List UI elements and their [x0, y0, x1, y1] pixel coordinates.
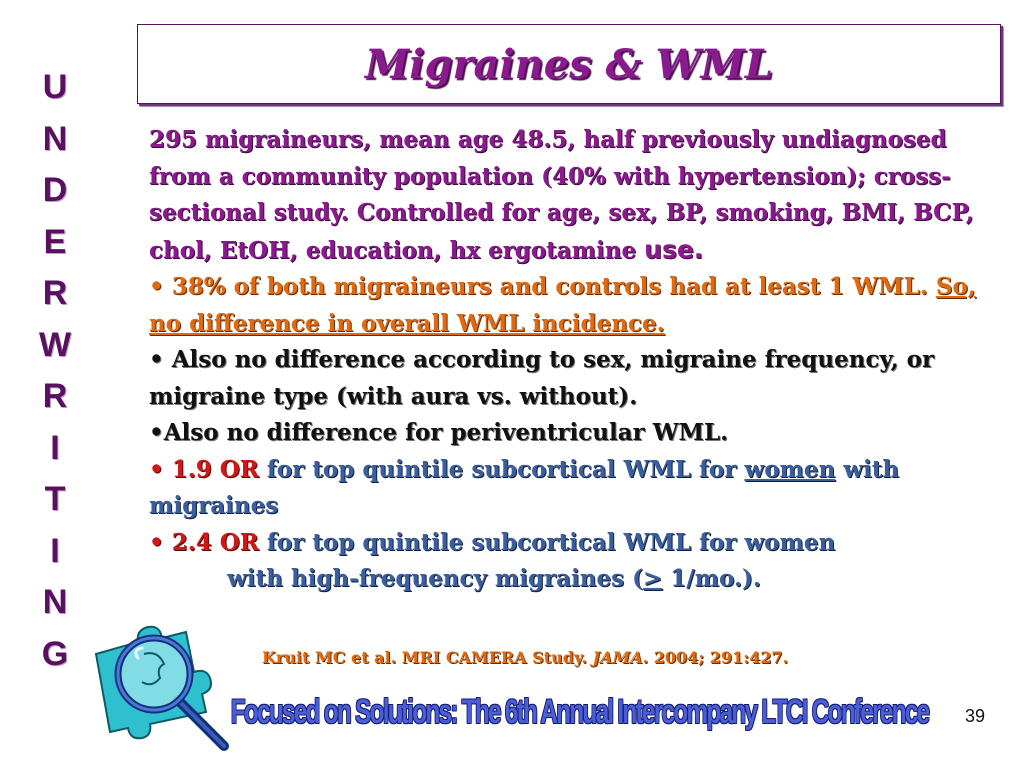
side-letter: E: [43, 222, 67, 261]
bullet-periventricular: [149, 415, 999, 452]
citation: [262, 648, 982, 667]
side-letter: G: [41, 634, 69, 673]
bullet-high-frequency-line2: [149, 561, 999, 598]
bullet-text: • Also no difference according to sex, migraine frequency, or migraine type (with aura vs. without).: [149, 346, 935, 410]
greater-equal-symbol: >: [643, 565, 663, 592]
conference-footer: [212, 682, 947, 742]
bullet-women-or: [149, 452, 999, 525]
page-number: 39: [965, 706, 986, 726]
side-letter: R: [42, 377, 68, 415]
citation-details: . 2004; 291:427.: [642, 648, 789, 667]
underwriting-vertical-label: [30, 62, 80, 680]
odds-ratio-value: • 2.4 OR: [149, 528, 259, 556]
study-intro-text: 295 migraineurs, mean age 48.5, half previously undiagnosed from a community population (40% with hypertension); cross-sectional study. Controlled for age, sex, BP, smoking, BMI, BCP, chol, EtOH, education, hx ergotamine: [149, 126, 974, 264]
side-letter: T: [44, 480, 66, 518]
bullet-high-frequency-or: [149, 525, 999, 562]
side-letter: W: [38, 325, 72, 364]
side-letter: N: [42, 119, 68, 158]
bullet-text: 1/mo.).: [662, 565, 761, 592]
bullet-tail: with migraines: [149, 455, 900, 519]
side-letter: U: [42, 68, 68, 106]
study-intro: [149, 122, 999, 269]
bullet-text: for top quintile subcortical WML for: [266, 455, 737, 483]
citation-authors: Kruit MC et al. MRI CAMERA Study.: [262, 648, 587, 667]
bullet-overall-incidence: [149, 269, 999, 342]
bullet-emphasis: women: [744, 455, 836, 483]
bullet-text: with high-frequency migraines (: [227, 565, 643, 592]
bullet-sex-frequency-type: [149, 342, 999, 415]
bullet-conclusion: So, no difference in overall WML incidence.: [149, 273, 976, 337]
conference-footer-text: Focused on Solutions: The 6th Annual Intercompany LTCI Conference: [230, 692, 929, 731]
side-letter: D: [42, 171, 68, 209]
bullet-text: •Also no difference for periventricular WML.: [149, 419, 729, 446]
side-letter: R: [42, 274, 68, 312]
bullet-text: • 38% of both migraineurs and controls had at least 1 WML.: [149, 273, 928, 300]
citation-journal: JAMA: [592, 648, 643, 667]
side-letter: I: [50, 428, 60, 467]
side-letter: N: [42, 583, 68, 621]
slide-body: [149, 122, 999, 598]
title-box: [137, 24, 1001, 104]
slide-title: Migraines & WML: [365, 40, 773, 88]
study-intro-tail: use.: [644, 234, 704, 264]
odds-ratio-value: • 1.9 OR: [149, 455, 259, 483]
bullet-text: for top quintile subcortical WML for women: [266, 528, 836, 556]
side-letter: I: [50, 531, 60, 570]
